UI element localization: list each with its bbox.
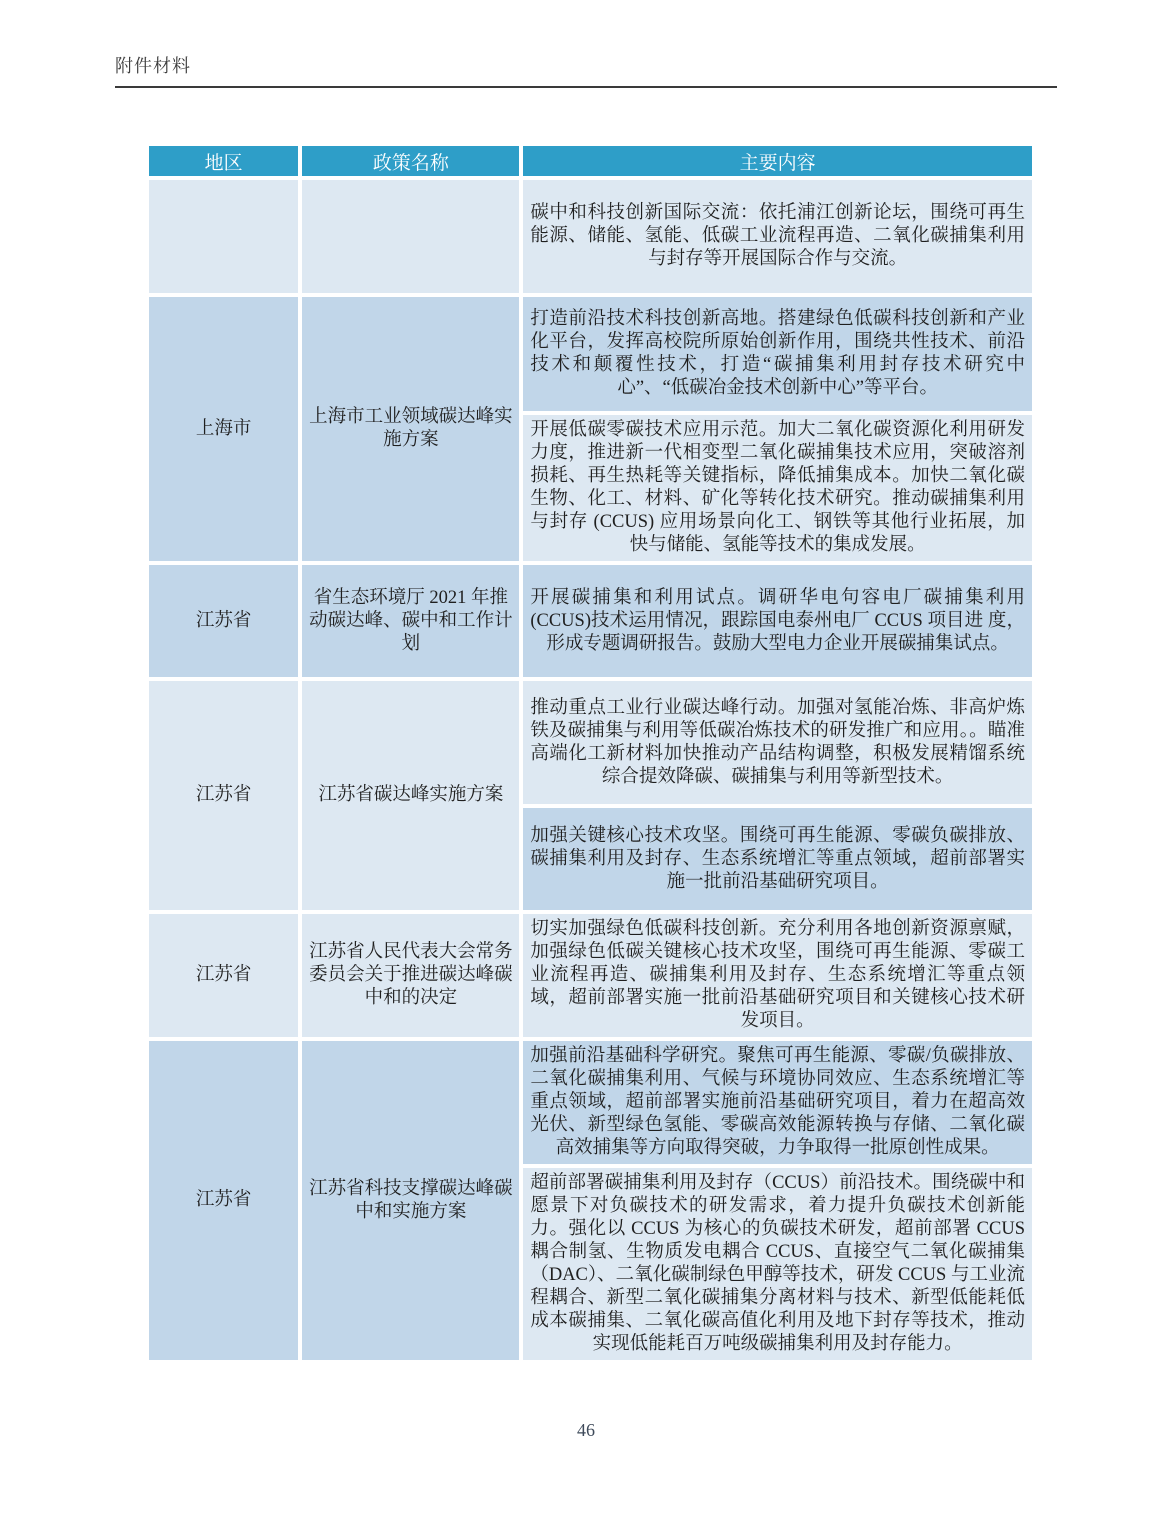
policy-table-wrapper [145,142,1172,1364]
content-cell: 开展低碳零碳技术应用示范。加大二氧化碳资源化利用研发力度，推进新一代相变型二氧化碳捕集技术应用，突破溶剂损耗、再生热耗等关键指标，降低捕集成本。加快二氧化碳生物、化工、材料、矿化等转化技术研究。推动碳捕集利用与封存 (CCUS) 应用场景向化工、钢铁等其他行业拓展，加快与储能、氢能等技术的集成发展。 [523,415,1032,561]
column-header-policy: 政策名称 [302,146,519,176]
policy-cell: 江苏省人民代表大会常务委员会关于推进碳达峰碳中和的决定 [302,914,519,1037]
content-cell: 加强前沿基础科学研究。聚焦可再生能源、零碳/负碳排放、二氧化碳捕集利用、气候与环境协同效应、生态系统增汇等重点领域，超前部署实施前沿基础研究项目，着力在超高效光伏、新型绿色氢能、零碳高效能源转换与存储、二氧化碳高效捕集等方向取得突破，力争取得一批原创性成果。 [523,1041,1032,1164]
table-row [149,914,1032,1037]
region-cell: 上海市 [149,297,298,561]
region-cell [149,180,298,293]
content-cell: 推动重点工业行业碳达峰行动。加强对氢能冶炼、非高炉炼铁及碳捕集与利用等低碳冶炼技术的研发推广和应用。。瞄准高端化工新材料加快推动产品结构调整，积极发展精馏系统综合提效降碳、碳捕集与利用等新型技术。 [523,681,1032,804]
page-number: 46 [577,1420,595,1440]
table-row [149,681,1032,804]
policy-table [145,142,1036,1364]
policy-cell: 江苏省碳达峰实施方案 [302,681,519,910]
table-row [149,1041,1032,1164]
policy-cell: 上海市工业领域碳达峰实施方案 [302,297,519,561]
content-cell: 切实加强绿色低碳科技创新。充分利用各地创新资源禀赋，加强绿色低碳关键核心技术攻坚，围绕可再生能源、零碳工业流程再造、碳捕集利用及封存、生态系统增汇等重点领域，超前部署实施一批前沿基础研究项目和关键核心技术研发项目。 [523,914,1032,1037]
region-cell: 江苏省 [149,681,298,910]
content-cell: 超前部署碳捕集利用及封存（CCUS）前沿技术。围绕碳中和愿景下对负碳技术的研发需求，着力提升负碳技术创新能力。强化以 CCUS 为核心的负碳技术研发，超前部署 CCUS 耦合制氢、生物质发电耦合 CCUS、直接空气二氧化碳捕集（DAC）、二氧化碳制绿色甲醇等技术，研发 CCUS 与工业流程耦合、新型二氧化碳捕集分离材料与技术、新型低能耗低成本碳捕集、二氧化碳高值化利用及地下封存等技术，推动实现低能耗百万吨级碳捕集利用及封存能力。 [523,1168,1032,1360]
table-row [149,180,1032,293]
document-header-title: 附件材料 [115,52,1057,88]
policy-cell: 江苏省科技支撑碳达峰碳中和实施方案 [302,1041,519,1360]
content-cell: 开展碳捕集和利用试点。调研华电句容电厂碳捕集利用(CCUS)技术运用情况，跟踪国电泰州电厂 CCUS 项目进 度，形成专题调研报告。鼓励大型电力企业开展碳捕集试点。 [523,565,1032,677]
column-header-region: 地区 [149,146,298,176]
column-header-content: 主要内容 [523,146,1032,176]
table-header-row [149,146,1032,176]
policy-cell [302,180,519,293]
policy-cell: 省生态环境厅 2021 年推动碳达峰、碳中和工作计划 [302,565,519,677]
table-body [149,180,1032,1360]
table-row [149,565,1032,677]
region-cell: 江苏省 [149,1041,298,1360]
content-cell: 碳中和科技创新国际交流：依托浦江创新论坛，围绕可再生能源、储能、氢能、低碳工业流程再造、二氧化碳捕集利用与封存等开展国际合作与交流。 [523,180,1032,293]
region-cell: 江苏省 [149,565,298,677]
table-row [149,297,1032,411]
region-cell: 江苏省 [149,914,298,1037]
content-cell: 打造前沿技术科技创新高地。搭建绿色低碳科技创新和产业化平台，发挥高校院所原始创新作用，围绕共性技术、前沿技术和颠覆性技术，打造“碳捕集利用封存技术研究中心”、“低碳冶金技术创新中心”等平台。 [523,297,1032,411]
content-cell: 加强关键核心技术攻坚。围绕可再生能源、零碳负碳排放、碳捕集利用及封存、生态系统增汇等重点领域，超前部署实施一批前沿基础研究项目。 [523,808,1032,910]
